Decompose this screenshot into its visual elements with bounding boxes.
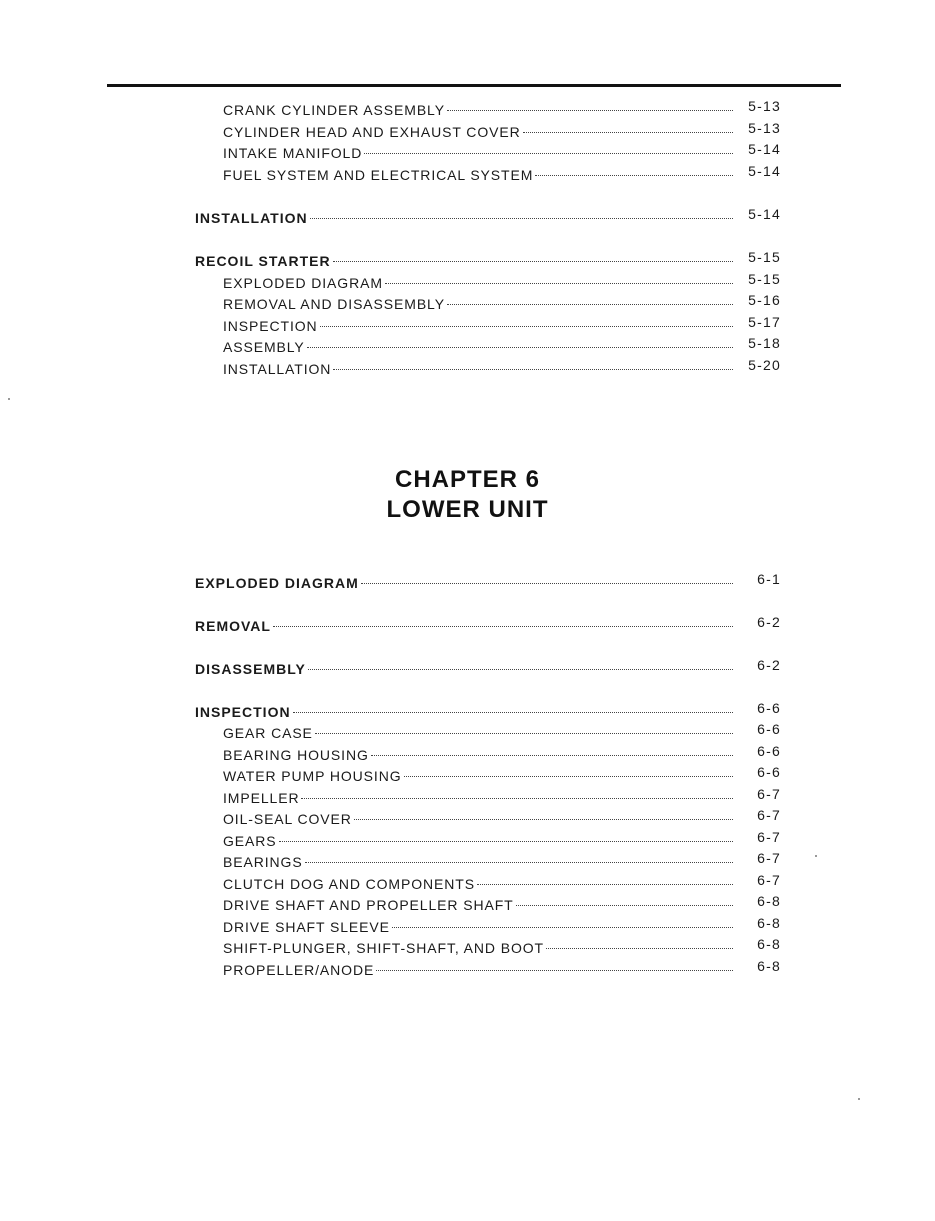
toc-entry[interactable] <box>0 871 935 892</box>
toc-entry-label: CRANK CYLINDER ASSEMBLY <box>223 102 445 118</box>
toc-entry[interactable] <box>0 957 935 978</box>
toc-entry-label: INTAKE MANIFOLD <box>223 145 363 161</box>
toc-entry-page: 6-6 <box>757 721 781 737</box>
toc-entry-label: RECOIL STARTER <box>195 253 331 269</box>
toc-entry-page: 5-20 <box>748 357 781 373</box>
toc-entry-page: 5-13 <box>748 98 781 114</box>
leader-dots <box>333 248 733 266</box>
toc-entry-label: DISASSEMBLY <box>195 661 306 677</box>
toc-entry-page: 6-8 <box>757 893 781 909</box>
leader-dots <box>371 742 733 760</box>
toc-entry-page: 5-14 <box>748 141 781 157</box>
toc-entry-label: INSPECTION <box>223 318 318 334</box>
leader-dots <box>310 205 733 223</box>
toc-entry[interactable] <box>0 119 935 140</box>
leader-dots <box>447 291 733 309</box>
toc-entry-page: 5-14 <box>748 206 781 222</box>
header-rule <box>107 84 841 87</box>
leader-dots <box>354 806 733 824</box>
toc-entry-label: ASSEMBLY <box>223 339 305 355</box>
toc-entry-page: 6-2 <box>757 614 781 630</box>
toc-entry[interactable] <box>0 140 935 161</box>
toc-entry[interactable] <box>0 334 935 355</box>
toc-entry[interactable] <box>0 806 935 827</box>
toc-entry-label: INSPECTION <box>195 704 291 720</box>
leader-dots <box>301 785 733 803</box>
leader-dots <box>293 699 733 717</box>
toc-entry-label: SHIFT-PLUNGER, SHIFT-SHAFT, AND BOOT <box>223 940 544 956</box>
toc-entry-page: 5-17 <box>748 314 781 330</box>
toc-entry[interactable] <box>0 291 935 312</box>
toc-entry[interactable] <box>0 248 935 269</box>
leader-dots <box>364 140 733 158</box>
toc-entry-page: 6-8 <box>757 915 781 931</box>
toc-entry[interactable] <box>0 892 935 913</box>
leader-dots <box>273 613 733 631</box>
leader-dots <box>305 849 733 867</box>
leader-dots <box>361 570 733 588</box>
leader-dots <box>307 334 733 352</box>
toc-entry-label: BEARINGS <box>223 854 303 870</box>
toc-entry-label: OIL-SEAL COVER <box>223 811 352 827</box>
toc-entry[interactable] <box>0 162 935 183</box>
toc-entry-label: BEARING HOUSING <box>223 747 369 763</box>
leader-dots <box>315 720 733 738</box>
scan-speck <box>858 1098 860 1100</box>
leader-dots <box>320 313 733 331</box>
toc-entry-label: CLUTCH DOG AND COMPONENTS <box>223 876 475 892</box>
leader-dots <box>523 119 733 137</box>
chapter-number-heading: CHAPTER 6 <box>394 466 541 493</box>
toc-entry[interactable] <box>0 785 935 806</box>
toc-entry-page: 6-6 <box>757 764 781 780</box>
toc-entry-label: INSTALLATION <box>223 361 332 377</box>
toc-entry-page: 5-14 <box>748 163 781 179</box>
toc-entry[interactable] <box>0 742 935 763</box>
leader-dots <box>404 763 733 781</box>
leader-dots <box>376 957 733 975</box>
chapter-title-heading: LOWER UNIT <box>386 496 549 523</box>
toc-entry[interactable] <box>0 97 935 118</box>
toc-entry-label: WATER PUMP HOUSING <box>223 768 402 784</box>
toc-entry-label: FUEL SYSTEM AND ELECTRICAL SYSTEM <box>223 167 534 183</box>
leader-dots <box>392 914 733 932</box>
toc-entry-label: GEAR CASE <box>223 725 313 741</box>
toc-entry-page: 6-6 <box>757 700 781 716</box>
scan-speck <box>815 855 817 857</box>
toc-entry-page: 6-7 <box>757 786 781 802</box>
toc-entry-page: 6-7 <box>757 829 781 845</box>
toc-entry-label: IMPELLER <box>223 790 300 806</box>
leader-dots <box>535 162 733 180</box>
toc-entry-label: PROPELLER/ANODE <box>223 962 375 978</box>
toc-entry-page: 6-7 <box>757 807 781 823</box>
leader-dots <box>447 97 733 115</box>
toc-entry-label: REMOVAL <box>195 618 271 634</box>
leader-dots <box>477 871 733 889</box>
toc-entry-label: INSTALLATION <box>195 210 308 226</box>
toc-entry-page: 6-7 <box>757 872 781 888</box>
toc-entry-page: 5-15 <box>748 249 781 265</box>
toc-entry-page: 6-8 <box>757 958 781 974</box>
toc-entry-label: CYLINDER HEAD AND EXHAUST COVER <box>223 124 521 140</box>
toc-entry-page: 6-6 <box>757 743 781 759</box>
toc-entry-page: 5-13 <box>748 120 781 136</box>
toc-entry[interactable] <box>0 356 935 377</box>
toc-entry[interactable] <box>0 656 935 677</box>
toc-entry[interactable] <box>0 720 935 741</box>
toc-entry[interactable] <box>0 270 935 291</box>
toc-entry[interactable] <box>0 849 935 870</box>
toc-entry[interactable] <box>0 763 935 784</box>
leader-dots <box>333 356 733 374</box>
toc-entry-page: 6-1 <box>757 571 781 587</box>
toc-entry-label: EXPLODED DIAGRAM <box>223 275 383 291</box>
leader-dots <box>546 935 733 953</box>
toc-entry[interactable] <box>0 313 935 334</box>
toc-entry-label: REMOVAL AND DISASSEMBLY <box>223 296 445 312</box>
toc-entry[interactable] <box>0 570 935 591</box>
toc-entry[interactable] <box>0 828 935 849</box>
toc-entry[interactable] <box>0 699 935 720</box>
toc-entry[interactable] <box>0 914 935 935</box>
toc-entry[interactable] <box>0 613 935 634</box>
toc-entry-page: 6-7 <box>757 850 781 866</box>
toc-entry-label: DRIVE SHAFT SLEEVE <box>223 919 390 935</box>
toc-entry-page: 5-18 <box>748 335 781 351</box>
toc-entry-label: DRIVE SHAFT AND PROPELLER SHAFT <box>223 897 514 913</box>
leader-dots <box>279 828 733 846</box>
toc-entry-page: 5-15 <box>748 271 781 287</box>
toc-entry-page: 6-8 <box>757 936 781 952</box>
toc-entry-page: 6-2 <box>757 657 781 673</box>
toc-entry[interactable] <box>0 205 935 226</box>
leader-dots <box>308 656 733 674</box>
leader-dots <box>516 892 733 910</box>
leader-dots <box>385 270 733 288</box>
toc-entry-label: GEARS <box>223 833 277 849</box>
toc-entry-page: 5-16 <box>748 292 781 308</box>
scan-speck <box>8 398 10 400</box>
toc-entry-label: EXPLODED DIAGRAM <box>195 575 359 591</box>
toc-entry[interactable] <box>0 935 935 956</box>
